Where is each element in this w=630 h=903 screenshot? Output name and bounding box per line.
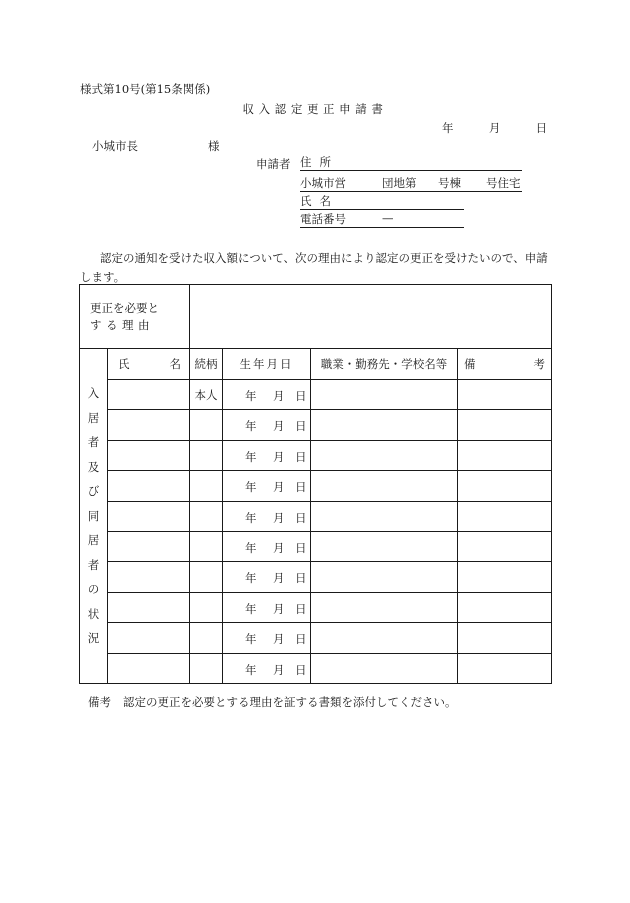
- resident-relation-cell[interactable]: [190, 623, 223, 653]
- birthdate-year-label: 年: [245, 540, 257, 555]
- birthdate-day-label: 日: [295, 419, 307, 434]
- birthdate-day-label: 日: [295, 510, 307, 525]
- resident-birthdate-cell[interactable]: [223, 592, 311, 622]
- birthdate-year-label: 年: [245, 480, 257, 495]
- resident-birthdate-cell[interactable]: [223, 562, 311, 592]
- birthdate-month-label: 月: [273, 632, 285, 647]
- resident-notes-cell[interactable]: [458, 380, 552, 410]
- birthdate-month-label: 月: [273, 601, 285, 616]
- resident-name-cell[interactable]: [108, 410, 190, 440]
- section-label-char: 者: [87, 435, 100, 450]
- resident-row: [80, 380, 552, 410]
- resident-relation-cell[interactable]: [190, 410, 223, 440]
- resident-name-cell[interactable]: [108, 471, 190, 501]
- remarks: [88, 694, 457, 710]
- resident-occupation-cell[interactable]: [311, 592, 458, 622]
- name-field[interactable]: [300, 193, 464, 210]
- resident-name-cell[interactable]: [108, 531, 190, 561]
- section-label-char: 居: [87, 533, 100, 548]
- birthdate-month-label: 月: [273, 510, 285, 525]
- resident-birthdate-cell[interactable]: [223, 623, 311, 653]
- housing-building: 号棟: [438, 176, 461, 190]
- resident-birthdate-cell[interactable]: [223, 501, 311, 531]
- resident-relation-cell[interactable]: [190, 471, 223, 501]
- section-label-char: 者: [87, 557, 100, 572]
- birthdate-day-label: 日: [295, 571, 307, 586]
- resident-row: [80, 623, 552, 653]
- resident-row: [80, 531, 552, 561]
- date-day: 日: [535, 121, 548, 135]
- birthdate-day-label: 日: [295, 449, 307, 464]
- header-birthdate: 生年月日: [223, 349, 311, 380]
- remarks-text: 認定の更正を必要とする理由を証する書類を添付してください。: [123, 695, 457, 709]
- housing-city: 小城市営: [300, 176, 346, 190]
- applicant-label: 申請者: [256, 157, 291, 171]
- resident-relation-cell[interactable]: [190, 531, 223, 561]
- resident-occupation-cell[interactable]: [311, 380, 458, 410]
- resident-occupation-cell[interactable]: [311, 501, 458, 531]
- addressee-name: 小城市長: [92, 139, 138, 153]
- resident-name-cell[interactable]: [108, 562, 190, 592]
- birthdate-month-label: 月: [273, 389, 285, 403]
- resident-occupation-cell[interactable]: [311, 623, 458, 653]
- birthdate-month-label: 月: [273, 480, 285, 495]
- resident-row: [80, 562, 552, 592]
- birthdate-month-label: 月: [273, 571, 285, 586]
- section-label-char: び: [87, 484, 100, 499]
- header-occupation: 職業・勤務先・学校名等: [311, 349, 458, 380]
- resident-birthdate-cell[interactable]: [223, 531, 311, 561]
- birthdate-year-label: 年: [245, 389, 257, 403]
- resident-notes-cell[interactable]: [458, 471, 552, 501]
- birthdate-day-label: 日: [295, 662, 307, 677]
- resident-row: [80, 592, 552, 622]
- resident-row: [80, 410, 552, 440]
- resident-row: [80, 471, 552, 501]
- reason-label-line2: する理由: [90, 317, 154, 332]
- birthdate-year-label: 年: [245, 419, 257, 434]
- name-label: 氏名: [300, 194, 339, 208]
- birthdate-month-label: 月: [273, 540, 285, 555]
- date-row: [442, 120, 547, 136]
- birthdate-day-label: 日: [295, 389, 307, 403]
- resident-notes-cell[interactable]: [458, 562, 552, 592]
- birthdate-month-label: 月: [273, 419, 285, 434]
- resident-birthdate-cell[interactable]: [223, 471, 311, 501]
- resident-row: [80, 653, 552, 683]
- section-label-char: の: [87, 582, 100, 597]
- intro-text: 認定の通知を受けた収入額について、次の理由により認定の更正を受けたいので、申請します。: [80, 251, 548, 284]
- birthdate-year-label: 年: [245, 632, 257, 647]
- resident-occupation-cell[interactable]: [311, 471, 458, 501]
- resident-occupation-cell[interactable]: [311, 562, 458, 592]
- resident-birthdate-cell[interactable]: [223, 380, 311, 410]
- resident-relation-cell[interactable]: [190, 653, 223, 683]
- resident-name-cell[interactable]: [108, 653, 190, 683]
- phone-field[interactable]: [300, 211, 464, 228]
- birthdate-day-label: 日: [295, 601, 307, 616]
- resident-relation-cell[interactable]: [190, 592, 223, 622]
- housing-unit: 号住宅: [486, 176, 521, 190]
- birthdate-month-label: 月: [273, 662, 285, 677]
- section-label-char: 及: [87, 459, 100, 474]
- section-label-char: 同: [87, 508, 100, 523]
- resident-name-cell[interactable]: [108, 592, 190, 622]
- address-label: 住所: [300, 155, 339, 169]
- address-field[interactable]: [300, 154, 522, 171]
- phone-label: 電話番号: [300, 212, 346, 226]
- section-label-char: 入: [87, 386, 100, 401]
- birthdate-day-label: 日: [295, 540, 307, 555]
- resident-notes-cell[interactable]: [458, 440, 552, 470]
- section-label-char: 況: [87, 631, 100, 646]
- date-year: 年: [442, 121, 454, 135]
- section-label-char: 状: [87, 606, 100, 621]
- resident-name-cell[interactable]: [108, 440, 190, 470]
- birthdate-year-label: 年: [245, 571, 257, 586]
- header-notes: 備 考: [458, 349, 552, 380]
- resident-relation-cell[interactable]: 本人: [190, 380, 223, 410]
- remarks-label: 備考: [88, 695, 111, 709]
- resident-name-cell[interactable]: [108, 623, 190, 653]
- birthdate-year-label: 年: [245, 449, 257, 464]
- resident-occupation-cell[interactable]: [311, 410, 458, 440]
- birthdate-year-label: 年: [245, 510, 257, 525]
- resident-notes-cell[interactable]: [458, 653, 552, 683]
- resident-row: [80, 501, 552, 531]
- resident-name-cell[interactable]: [108, 501, 190, 531]
- reason-input-cell[interactable]: [190, 285, 552, 349]
- header-relation: 続柄: [190, 349, 223, 380]
- resident-birthdate-cell[interactable]: [223, 410, 311, 440]
- section-label-char: 居: [87, 410, 100, 425]
- resident-row: [80, 440, 552, 470]
- birthdate-day-label: 日: [295, 632, 307, 647]
- resident-notes-cell[interactable]: [458, 410, 552, 440]
- birthdate-year-label: 年: [245, 601, 257, 616]
- resident-notes-cell[interactable]: [458, 623, 552, 653]
- form-number: 様式第10号(第15条関係): [80, 82, 211, 96]
- resident-occupation-cell[interactable]: [311, 440, 458, 470]
- reason-label-line1: 更正を必要と: [90, 300, 159, 315]
- phone-dash: —: [382, 211, 394, 225]
- document-title: 収入認定更正申請書: [242, 102, 388, 116]
- housing-complex: 団地第: [382, 176, 417, 190]
- reason-label-cell: [80, 285, 190, 349]
- resident-notes-cell[interactable]: [458, 531, 552, 561]
- date-month: 月: [488, 121, 501, 135]
- resident-occupation-cell[interactable]: [311, 531, 458, 561]
- resident-relation-cell[interactable]: [190, 440, 223, 470]
- resident-name-cell[interactable]: [108, 380, 190, 410]
- residents-section-label: [80, 349, 108, 684]
- birthdate-day-label: 日: [295, 480, 307, 495]
- header-name: 氏 名: [108, 349, 190, 380]
- birthdate-month-label: 月: [273, 449, 285, 464]
- resident-birthdate-cell[interactable]: [223, 653, 311, 683]
- birthdate-year-label: 年: [245, 662, 257, 677]
- resident-occupation-cell[interactable]: [311, 653, 458, 683]
- resident-birthdate-cell[interactable]: [223, 440, 311, 470]
- resident-notes-cell[interactable]: [458, 592, 552, 622]
- housing-field[interactable]: [300, 175, 522, 192]
- addressee: [92, 138, 220, 154]
- resident-relation-cell[interactable]: [190, 562, 223, 592]
- resident-relation-cell[interactable]: [190, 501, 223, 531]
- addressee-honorific: 様: [208, 139, 220, 153]
- resident-notes-cell[interactable]: [458, 501, 552, 531]
- application-table: [79, 284, 552, 684]
